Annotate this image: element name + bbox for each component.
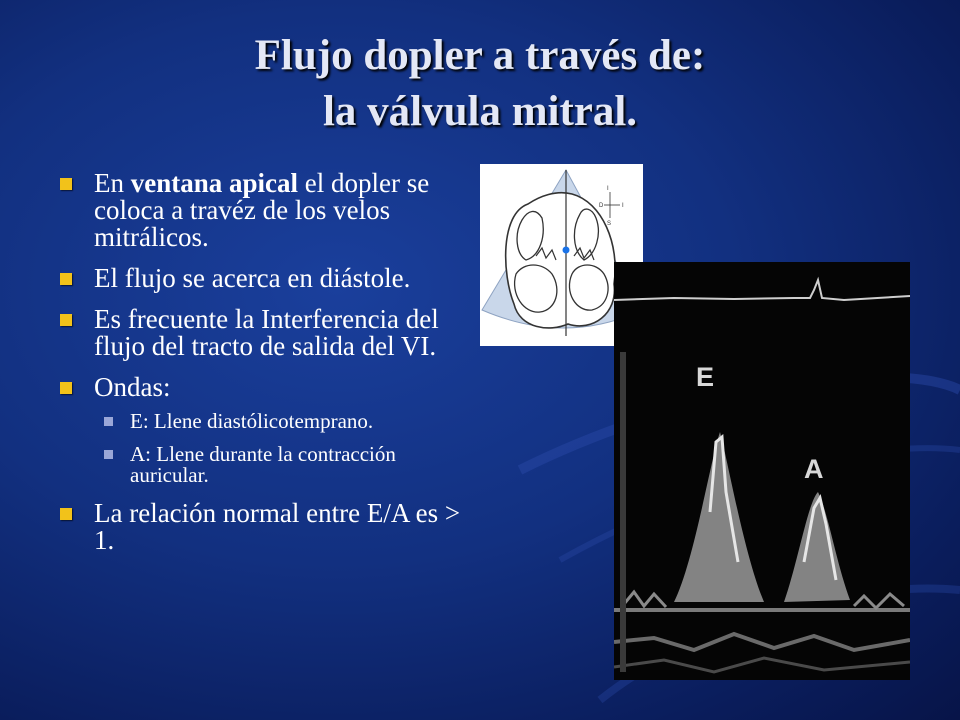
bullet-text: La relación normal entre E/A es > 1. xyxy=(94,498,461,555)
bullet-item xyxy=(58,306,468,360)
bullet-text: En xyxy=(94,168,131,198)
sub-bullet-square-icon xyxy=(104,417,113,426)
bullet-item xyxy=(58,170,468,251)
sub-bullet-list xyxy=(94,411,468,486)
bullet-bold-text: ventana apical xyxy=(130,168,299,198)
bullet-text: el dopler se coloca a travéz de los velos mitrálicos. xyxy=(94,168,430,252)
slide-title xyxy=(0,28,960,140)
doppler-spectrum-image xyxy=(614,262,910,680)
bullet-list xyxy=(58,170,468,568)
e-wave-label: E xyxy=(696,362,715,392)
bullet-square-icon xyxy=(60,314,72,326)
bullet-item xyxy=(58,374,468,486)
bullet-text: Ondas: xyxy=(94,372,171,402)
bullet-square-icon xyxy=(60,508,72,520)
orientation-left-label: D xyxy=(599,203,604,209)
orientation-top-label: I xyxy=(607,186,609,192)
bullet-text: Es frecuente la Interferencia del flujo del tracto de salida del VI. xyxy=(94,304,439,361)
bullet-item xyxy=(58,500,468,554)
orientation-bottom-label: S xyxy=(607,221,612,227)
title-line-2: la válvula mitral. xyxy=(322,88,638,135)
sub-bullet-text: E: Llene diastólicotemprano. xyxy=(130,409,374,433)
title-line-1: Flujo dopler a través de: xyxy=(254,32,706,79)
sub-bullet-square-icon xyxy=(104,450,113,459)
sub-bullet-item xyxy=(104,444,468,486)
a-wave-label: A xyxy=(804,454,824,484)
sub-bullet-item xyxy=(104,411,468,432)
bullet-square-icon xyxy=(60,273,72,285)
sub-bullet-text: A: Llene durante la contracción auricular. xyxy=(130,442,396,487)
bullet-item xyxy=(58,265,468,292)
doppler-waveform-icon xyxy=(614,262,910,680)
orientation-right-label: I xyxy=(622,203,624,209)
bullet-square-icon xyxy=(60,178,72,190)
bullet-square-icon xyxy=(60,382,72,394)
bullet-text: El flujo se acerca en diástole. xyxy=(94,263,411,293)
